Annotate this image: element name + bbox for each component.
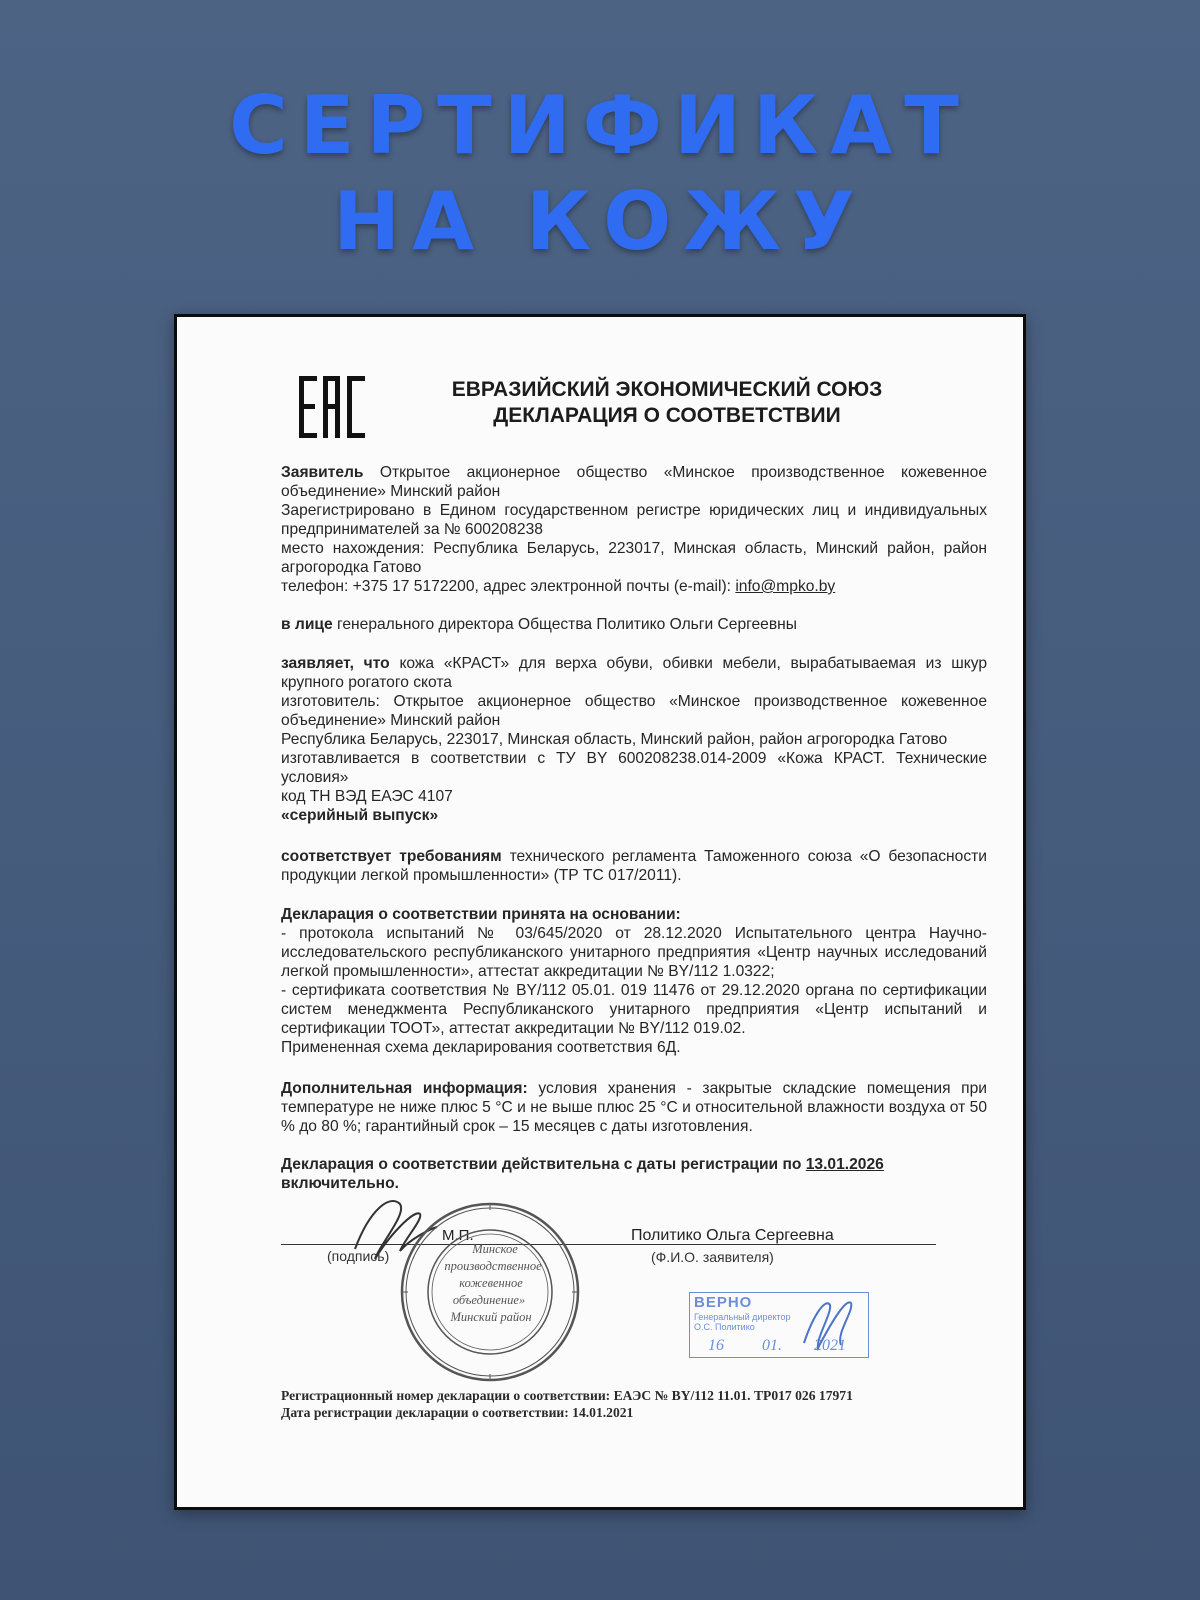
scheme-text: Примененная схема декларирования соответствия 6Д.: [281, 1039, 681, 1056]
verno-signature-icon: [796, 1293, 866, 1355]
additional-text: условия хранения - закрытые складские помещения при температуре не ниже плюс 5 °С и не выше плюс 25 °С и относительной влажности воздуха от 50 % до 80 %; гарантийный срок – 15 месяцев с даты изготовления.: [281, 1080, 987, 1135]
banner-line-1: СЕРТИФИКАТ: [229, 79, 971, 172]
tnved-code: код ТН ВЭД ЕАЭС 4107: [281, 788, 453, 805]
mp-label: М.П.: [442, 1227, 474, 1244]
phone-line: [281, 577, 987, 596]
registered-text: Зарегистрировано в Едином государственном регистре юридических лиц и индивидуальных предпринимателей за № 600208238: [281, 502, 987, 538]
manufacturer-text: изготовитель: Открытое акционерное общество «Минское производственное кожевенное объединение» Минский район: [281, 693, 987, 729]
banner-line-2: НА КОЖУ: [333, 175, 867, 268]
verno-title: ВЕРНО: [694, 1294, 753, 1311]
verno-sub-1: Генеральный директор: [694, 1312, 791, 1322]
stamp-line-5: Минский район: [450, 1310, 532, 1324]
eac-logo-icon: [299, 374, 365, 440]
stamp-line-4: объединение»: [452, 1293, 526, 1307]
verno-month: 01.: [762, 1337, 782, 1354]
verno-sub-2: О.С. Политико: [694, 1322, 755, 1332]
verno-stamp: [689, 1292, 869, 1358]
header-declaration: ДЕКЛАРАЦИЯ О СООТВЕТСТВИИ: [493, 404, 841, 427]
complies-label: соответствует требованиям: [281, 848, 502, 865]
applicant-text: Открытое акционерное общество «Минское производственное кожевенное объединение» Минский район: [281, 464, 987, 500]
basis-item-1: - протокола испытаний № 03/645/2020 от 28.12.2020 Испытательного центра Научно-исследовательского республиканского унитарного предприятия «Центр научных исследований легкой промышленности», аттестат аккредитации № BY/112 1.0322;: [281, 925, 987, 980]
validity-tail: включительно.: [281, 1175, 399, 1192]
declares-label: заявляет, что: [281, 655, 390, 672]
document-header: [397, 377, 937, 429]
person-label: в лице: [281, 616, 333, 633]
applicant-label: Заявитель: [281, 464, 364, 481]
verno-day: 16: [708, 1337, 724, 1354]
signature-caption: (подпись): [327, 1248, 390, 1264]
stamp-line-1: Минское: [472, 1242, 518, 1256]
registration-date: Дата регистрации декларации о соответствии: 14.01.2021: [281, 1405, 634, 1420]
phone-text: телефон: +375 17 5172200, адрес электронной почты (e-mail):: [281, 578, 736, 595]
location-text: место нахождения: Республика Беларусь, 223017, Минская область, Минский район, район агрогородка Гатово: [281, 540, 987, 576]
additional-label: Дополнительная информация:: [281, 1080, 528, 1097]
round-seal-icon: [395, 1197, 585, 1387]
verno-year: 2021: [814, 1337, 846, 1354]
signer-caption: (Ф.И.О. заявителя): [651, 1249, 774, 1265]
person-text: генерального директора Общества Политико Ольги Сергеевны: [337, 616, 797, 633]
basis-item-2: - сертификата соответствия № BY/112 05.01. 019 11476 от 29.12.2020 органа по сертификации систем менеджмента Республиканского унитарного предприятия «Центр испытаний и сертификации ТООТ», аттестат аккредитации № BY/112 019.02.: [281, 982, 987, 1037]
serial-release: «серийный выпуск»: [281, 807, 439, 824]
complies-section: [281, 847, 987, 885]
complies-text: технического регламента Таможенного союза «О безопасности продукции легкой промышленности» (ТР ТС 017/2011).: [281, 848, 987, 884]
declares-section: [281, 654, 987, 825]
basis-title: Декларация о соответствии принята на основании:: [281, 906, 681, 923]
validity-text: Декларация о соответствии действительна с даты регистрации по: [281, 1156, 806, 1173]
applicant-section: [281, 463, 987, 596]
registration-info: [281, 1387, 853, 1421]
validity-date: 13.01.2026: [805, 1156, 884, 1173]
basis-section: [281, 905, 987, 1057]
stamp-line-2: производственное: [444, 1259, 542, 1273]
email-link[interactable]: info@mpko.by: [735, 578, 836, 595]
produced-text: изготавливается в соответствии с ТУ BY 600208238.014-2009 «Кожа КРАСТ. Технические условия»: [281, 750, 987, 786]
header-union: ЕВРАЗИЙСКИЙ ЭКОНОМИЧЕСКИЙ СОЮЗ: [451, 378, 883, 401]
declares-text: кожа «КРАСТ» для верха обуви, обивки мебели, вырабатываемая из шкур крупного рогатого скота: [281, 655, 987, 691]
manufacturer-address: Республика Беларусь, 223017, Минская область, Минский район, район агрогородка Гатово: [281, 731, 948, 748]
registration-number: Регистрационный номер декларации о соответствии: ЕАЭС № BY/112 11.01. ТР017 026 17971: [281, 1388, 853, 1403]
verno-subtitle: [694, 1312, 791, 1332]
stamp-line-3: кожевенное: [459, 1276, 523, 1290]
person-section: [281, 615, 987, 634]
additional-section: [281, 1079, 987, 1136]
declaration-document: [174, 314, 1026, 1510]
signer-name: Политико Ольга Сергеевна: [631, 1227, 834, 1244]
validity-section: [281, 1155, 987, 1193]
page-banner: [0, 78, 1200, 270]
